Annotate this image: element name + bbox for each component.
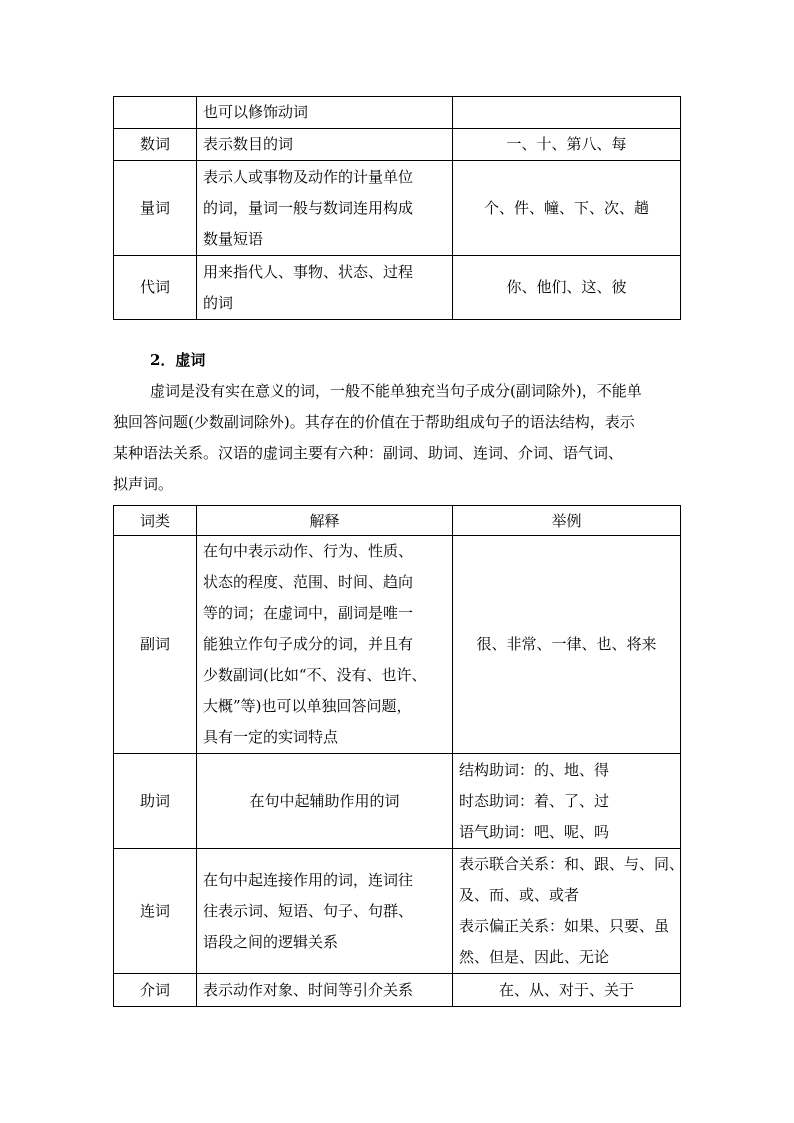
explanation-line: 能独立作句子成分的词，并且有 (203, 635, 414, 653)
explanation-line: 在句中表示动作、行为、性质、 (203, 542, 414, 560)
example-line: 及、而、或、或者 (459, 886, 580, 904)
section-heading: 2．虚词 (150, 351, 206, 369)
explanation-line: 等的词；在虚词中，副词是唯一 (203, 604, 414, 622)
table-row (114, 97, 681, 129)
explanation-line: 用来指代人、事物、状态、过程 (203, 262, 414, 281)
explanation-line: 少数副词(比如“不、没有、也许、 (203, 666, 427, 684)
examples-cell: 在、从、对于、关于 (453, 974, 681, 1007)
explanation-line: 也可以修饰动词 (203, 103, 309, 121)
column-header-explanation: 解释 (197, 506, 453, 536)
explanation-line: 表示人或事物及动作的计量单位 (203, 167, 414, 186)
explanation-line: 往表示词、短语、句子、句群、 (203, 901, 414, 920)
paragraph-line: 虚词是没有实在意义的词，一般不能单独充当句子成分(副词除外)，不能单 (150, 382, 642, 400)
explanation-line: 在句中起辅助作用的词 (249, 791, 400, 810)
explanation-line: 在句中起连接作用的词，连词往 (203, 870, 414, 889)
table-row (114, 256, 681, 320)
table-row (114, 161, 681, 256)
paragraph-line: 拟声词。 (113, 475, 174, 493)
explanation-cell (197, 849, 453, 974)
example-line: 表示偏正关系：如果、只要、虽 (459, 917, 670, 935)
examples-cell: 个、件、幢、下、次、趟 (453, 161, 681, 256)
explanation-cell (197, 161, 453, 256)
example-line: 时态助词：着、了、过 (459, 791, 610, 810)
explanation-line: 的词，量词一般与数词连用构成 (203, 198, 414, 217)
explanation-line: 大概”等)也可以单独回答问题， (203, 697, 412, 715)
example-line: 表示联合关系：和、跟、与、同、 (459, 855, 685, 873)
term-cell: 助词 (114, 754, 197, 849)
explanation-line: 语段之间的逻辑关系 (203, 932, 339, 951)
paragraph-line: 独回答问题(少数副词除外)。其存在的价值在于帮助组成句子的语法结构，表示 (113, 413, 635, 431)
column-header-examples: 举例 (453, 506, 681, 536)
examples-cell (453, 97, 681, 129)
table-row (114, 536, 681, 754)
column-header-class: 词类 (114, 506, 197, 536)
term-cell: 介词 (114, 974, 197, 1007)
table-row (114, 754, 681, 849)
explanation-cell (197, 974, 453, 1007)
explanation-line: 表示数目的词 (203, 135, 294, 153)
explanation-cell (197, 129, 453, 161)
word-class-table-content-words (113, 96, 681, 320)
examples-cell: 你、他们、这、彼 (453, 256, 681, 320)
term-cell (114, 97, 197, 129)
term-cell: 数词 (114, 129, 197, 161)
section-paragraph (113, 376, 681, 500)
explanation-line: 数量短语 (203, 229, 264, 248)
example-line: 结构助词：的、地、得 (459, 760, 610, 779)
examples-cell (453, 849, 685, 974)
term-cell: 量词 (114, 161, 197, 256)
explanation-cell (197, 97, 453, 129)
word-class-table-function-words (113, 505, 685, 1007)
example-line: 然、但是、因此、无论 (459, 948, 610, 966)
explanation-line: 的词 (203, 293, 234, 312)
table-row (114, 974, 681, 1007)
table-row (114, 129, 681, 161)
explanation-line: 表示动作对象、时间等引介关系 (203, 980, 414, 999)
table-header-row (114, 506, 681, 536)
explanation-cell (197, 536, 453, 754)
explanation-cell (197, 754, 453, 849)
examples-cell (453, 754, 681, 849)
term-cell: 代词 (114, 256, 197, 320)
table-row (114, 849, 681, 974)
examples-cell: 一、十、第八、每 (453, 129, 681, 161)
term-cell: 连词 (114, 849, 197, 974)
examples-cell: 很、非常、一律、也、将来 (453, 536, 681, 754)
paragraph-line: 某种语法关系。汉语的虚词主要有六种：副词、助词、连词、介词、语气词、 (113, 444, 624, 462)
explanation-cell (197, 256, 453, 320)
explanation-line: 具有一定的实词特点 (203, 728, 339, 746)
explanation-line: 状态的程度、范围、时间、趋向 (203, 573, 414, 591)
example-line: 语气助词：吧、呢、吗 (459, 822, 610, 841)
term-cell: 副词 (114, 536, 197, 754)
